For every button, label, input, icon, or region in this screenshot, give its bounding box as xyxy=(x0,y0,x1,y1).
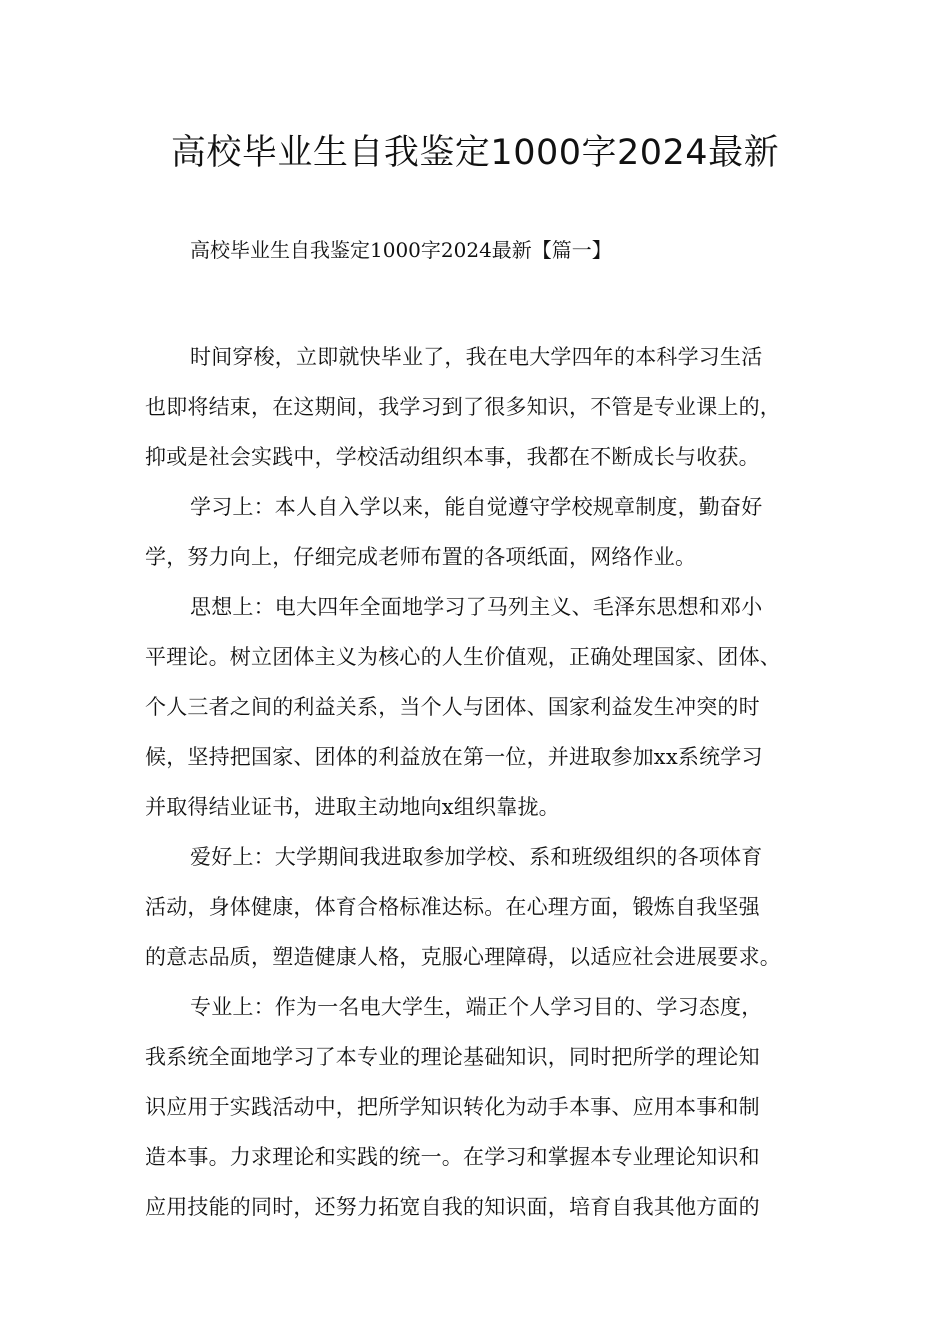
body-paragraph xyxy=(145,982,813,1232)
paragraph-line: 时间穿梭，立即就快毕业了，我在电大学四年的本科学习生活 xyxy=(190,345,763,369)
paragraph-line: 个人三者之间的利益关系，当个人与团体、国家利益发生冲突的时 xyxy=(145,695,760,719)
paragraph-line: 平理论。树立团体主义为核心的人生价值观，正确处理国家、团体、 xyxy=(145,645,781,669)
paragraph-line: 候，坚持把国家、团体的利益放在第一位，并进取参加xx系统学习 xyxy=(145,745,763,769)
document-subtitle: 高校毕业生自我鉴定1000字2024最新【篇一】 xyxy=(190,238,612,262)
document-body xyxy=(145,332,813,1232)
paragraph-line: 学，努力向上，仔细完成老师布置的各项纸面，网络作业。 xyxy=(145,545,697,569)
body-paragraph xyxy=(145,582,813,832)
paragraph-line: 识应用于实践活动中，把所学知识转化为动手本事、应用本事和制 xyxy=(145,1095,760,1119)
paragraph-line: 思想上：电大四年全面地学习了马列主义、毛泽东思想和邓小 xyxy=(190,595,763,619)
paragraph-line: 也即将结束，在这期间，我学习到了很多知识，不管是专业课上的， xyxy=(145,395,781,419)
body-paragraph xyxy=(145,332,813,482)
document-title: 高校毕业生自我鉴定1000字2024最新 xyxy=(170,133,780,173)
paragraph-line: 专业上：作为一名电大学生，端正个人学习目的、学习态度， xyxy=(190,995,763,1019)
paragraph-line: 学习上：本人自入学以来，能自觉遵守学校规章制度，勤奋好 xyxy=(190,495,763,519)
paragraph-line: 的意志品质，塑造健康人格，克服心理障碍，以适应社会进展要求。 xyxy=(145,945,781,969)
paragraph-line: 活动，身体健康，体育合格标准达标。在心理方面，锻炼自我坚强 xyxy=(145,895,760,919)
paragraph-line: 我系统全面地学习了本专业的理论基础知识，同时把所学的理论知 xyxy=(145,1045,760,1069)
paragraph-line: 并取得结业证书，进取主动地向x组织靠拢。 xyxy=(145,795,560,819)
body-paragraph xyxy=(145,482,813,582)
paragraph-line: 爱好上：大学期间我进取参加学校、系和班级组织的各项体育 xyxy=(190,845,763,869)
body-paragraph xyxy=(145,832,813,982)
paragraph-line: 抑或是社会实践中，学校活动组织本事，我都在不断成长与收获。 xyxy=(145,445,760,469)
paragraph-line: 应用技能的同时，还努力拓宽自我的知识面，培育自我其他方面的 xyxy=(145,1195,760,1219)
paragraph-line: 造本事。力求理论和实践的统一。在学习和掌握本专业理论知识和 xyxy=(145,1145,760,1169)
